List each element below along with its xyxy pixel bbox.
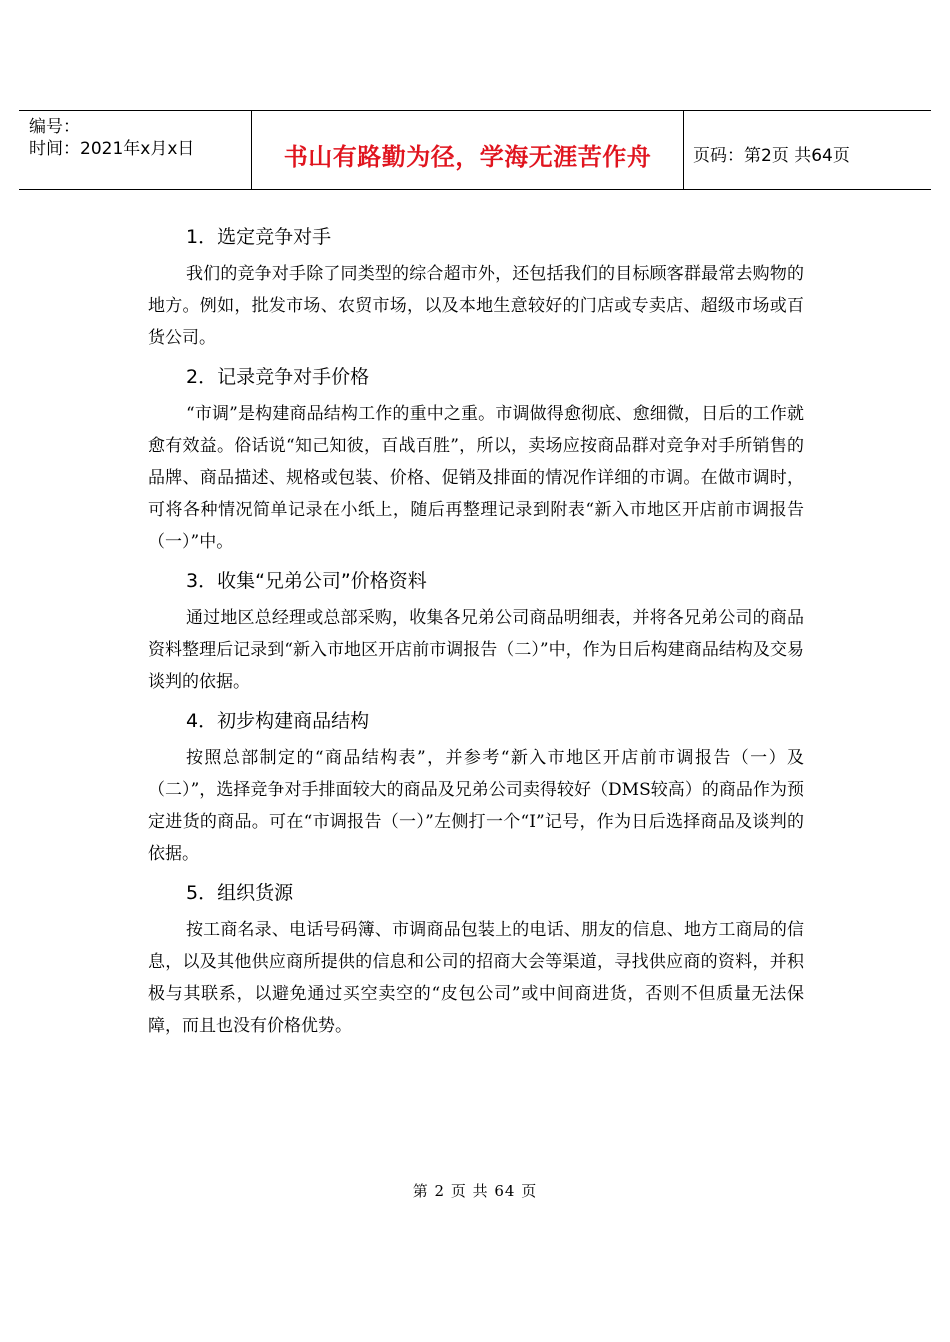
- section-paragraph: 我们的竞争对手除了同类型的综合超市外，还包括我们的目标顾客群最常去购物的地方。例如，批发市场、农贸市场，以及本地生意较好的门店或专卖店、超级市场或百货公司。: [148, 264, 804, 348]
- section-heading: 2．记录竞争对手价格: [186, 366, 370, 388]
- document-body: [148, 222, 804, 1050]
- header-motto: 书山有路勤为径，学海无涯苦作舟: [283, 143, 652, 171]
- header-meta-cell: [19, 111, 251, 189]
- section-heading: 4．初步构建商品结构: [186, 710, 370, 732]
- header-page-info: 页码：第2页 共64页: [693, 146, 850, 166]
- document-date-label: 时间：2021年x月x日: [29, 139, 195, 159]
- page-footer: 第 2 页 共 64 页: [412, 1182, 538, 1200]
- section-paragraph: 通过地区总经理或总部采购，收集各兄弟公司商品明细表，并将各兄弟公司的商品资料整理后记录到“新入市地区开店前市调报告（二）”中，作为日后构建商品结构及交易谈判的依据。: [148, 608, 804, 692]
- section-paragraph: 按照总部制定的“商品结构表”，并参考“新入市地区开店前市调报告（一）及（二）”，选择竞争对手排面较大的商品及兄弟公司卖得较好（DMS较高）的商品作为预定进货的商品。可在“市调报告（一）”左侧打一个“I”记号，作为日后选择商品及谈判的依据。: [148, 748, 804, 864]
- section-paragraph: “市调”是构建商品结构工作的重中之重。市调做得愈彻底、愈细微，日后的工作就愈有效益。俗话说“知己知彼，百战百胜”，所以，卖场应按商品群对竞争对手所销售的品牌、商品描述、规格或包装、价格、促销及排面的情况作详细的市调。在做市调时，可将各种情况简单记录在小纸上，随后再整理记录到附表“新入市地区开店前市调报告（一）”中。: [148, 404, 804, 552]
- document-number-label: 编号：: [29, 117, 80, 137]
- section-heading: 1．选定竞争对手: [186, 226, 332, 248]
- header-motto-cell: [251, 111, 684, 189]
- header-page-cell: [683, 111, 931, 189]
- section-heading: 5．组织货源: [186, 882, 294, 904]
- section-paragraph: 按工商名录、电话号码簿、市调商品包装上的电话、朋友的信息、地方工商局的信息，以及其他供应商所提供的信息和公司的招商大会等渠道，寻找供应商的资料，并积极与其联系，以避免通过买空卖空的“皮包公司”或中间商进货，否则不但质量无法保障，而且也没有价格优势。: [148, 920, 804, 1036]
- section-heading: 3．收集“兄弟公司”价格资料: [186, 570, 427, 592]
- page-header: [19, 110, 931, 190]
